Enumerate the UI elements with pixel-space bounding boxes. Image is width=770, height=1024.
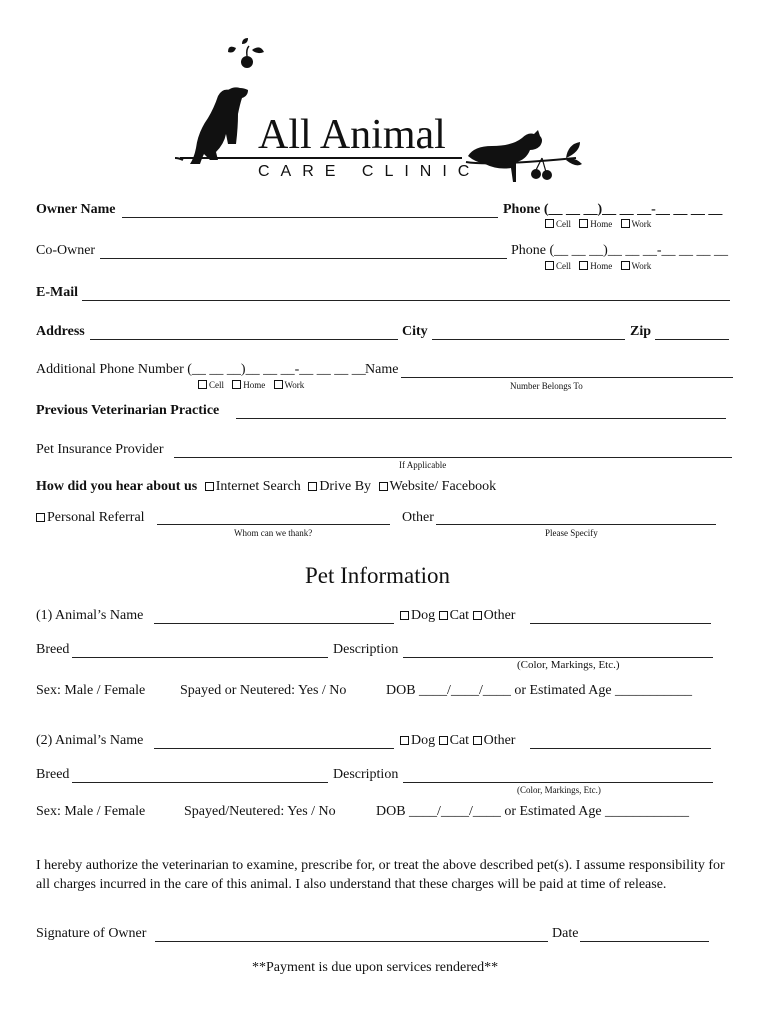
owner-name-label: Owner Name [36, 202, 116, 217]
coowner-field[interactable] [100, 258, 507, 259]
pet1-other-species-field[interactable] [530, 623, 711, 624]
insurance-field[interactable] [174, 457, 732, 458]
pet2-breed-label: Breed [36, 767, 70, 782]
personal-referral-label: Personal Referral [47, 510, 145, 525]
dog-checkbox[interactable] [400, 736, 409, 745]
cat-checkbox[interactable] [439, 736, 448, 745]
address-label: Address [36, 324, 85, 339]
zip-label: Zip [630, 324, 652, 339]
cell-checkbox[interactable] [198, 380, 207, 389]
additional-phone-name-label: Name [365, 362, 399, 377]
logo-artwork [170, 30, 590, 195]
insurance-note: If Applicable [399, 460, 447, 470]
work-label: Work [631, 261, 652, 271]
other-note: Please Specify [545, 528, 598, 538]
home-checkbox[interactable] [579, 261, 588, 270]
owner-phone-label: Phone (__ __ __)__ __ __-__ __ __ __ [503, 202, 723, 217]
payment-note: **Payment is due upon services rendered** [252, 960, 499, 975]
previous-vet-label: Previous Veterinarian Practice [36, 403, 220, 418]
referral-field[interactable] [157, 524, 390, 525]
internet-search-label: Internet Search [215, 479, 301, 494]
pet1-description-note: (Color, Markings, Etc.) [517, 659, 620, 671]
name-note: Number Belongs To [510, 381, 583, 391]
drive-by-label: Drive By [319, 479, 372, 494]
additional-phone-name-field[interactable] [401, 377, 733, 378]
other-field[interactable] [436, 524, 716, 525]
pet1-spayed[interactable]: Spayed or Neutered: Yes / No [180, 683, 347, 698]
cell-checkbox[interactable] [545, 261, 554, 270]
previous-vet-field[interactable] [236, 418, 726, 419]
clinic-logo [170, 30, 590, 195]
pet1-name-field[interactable] [154, 623, 394, 624]
dog-label: Dog [411, 733, 436, 748]
dog-label: Dog [411, 608, 436, 623]
other-species-label: Other [483, 733, 516, 748]
referral-note: Whom can we thank? [234, 528, 313, 538]
drive-by-checkbox[interactable] [308, 482, 317, 491]
additional-phone-label: Additional Phone Number (__ __ __)__ __ __-__ __ __ __ [36, 362, 366, 377]
date-label: Date [552, 926, 579, 941]
cell-label: Cell [556, 219, 571, 229]
owner-name-field[interactable] [122, 217, 498, 218]
home-label: Home [590, 261, 613, 271]
other-label: Other [402, 510, 434, 525]
pet2-name-label: (2) Animal’s Name [36, 733, 144, 748]
email-label: E-Mail [36, 285, 78, 300]
city-label: City [402, 324, 428, 339]
pet1-breed-field[interactable] [72, 657, 328, 658]
pet1-sex[interactable]: Sex: Male / Female [36, 683, 146, 698]
authorization-paragraph: I hereby authorize the veterinarian to examine, prescribe for, or treat the above described pet(s). I assume responsibility for all charges incurred in the care of this animal. I also understand that these charges will be paid at time of release. [36, 858, 725, 892]
referral-row [36, 510, 145, 526]
address-field[interactable] [90, 339, 398, 340]
work-label: Work [631, 219, 652, 229]
pet1-dob[interactable]: DOB ____/____/____ or Estimated Age ___________ [386, 683, 693, 698]
pet2-spayed[interactable]: Spayed/Neutered: Yes / No [184, 804, 336, 819]
pet2-name-field[interactable] [154, 748, 394, 749]
pet1-description-field[interactable] [403, 657, 713, 658]
signature-label: Signature of Owner [36, 926, 147, 941]
home-label: Home [590, 219, 613, 229]
work-checkbox[interactable] [274, 380, 283, 389]
apple-icon [228, 38, 264, 68]
pet2-description-note: (Color, Markings, Etc.) [517, 785, 601, 795]
pet-information-heading: Pet Information [305, 563, 450, 588]
additional-phone-type [198, 380, 310, 390]
home-checkbox[interactable] [232, 380, 241, 389]
hear-about-row [36, 479, 496, 495]
pet1-description-label: Description [333, 642, 399, 657]
owner-phone-type [545, 219, 657, 229]
svg-text:All Animal: All Animal [258, 112, 446, 158]
dog-icon [190, 87, 248, 164]
website-facebook-checkbox[interactable] [379, 482, 388, 491]
cat-checkbox[interactable] [439, 611, 448, 620]
dog-checkbox[interactable] [400, 611, 409, 620]
other-species-checkbox[interactable] [473, 611, 482, 620]
coowner-label: Co-Owner [36, 243, 96, 258]
coowner-phone-type [545, 261, 657, 271]
zip-field[interactable] [655, 339, 729, 340]
hear-label: How did you hear about us [36, 479, 198, 494]
city-field[interactable] [432, 339, 625, 340]
pet1-breed-label: Breed [36, 642, 70, 657]
website-facebook-label: Website/ Facebook [389, 479, 497, 494]
cell-checkbox[interactable] [545, 219, 554, 228]
home-label: Home [243, 380, 266, 390]
pet1-name-label: (1) Animal’s Name [36, 608, 144, 623]
svg-text:CARE CLINIC: CARE CLINIC [258, 163, 481, 180]
internet-search-checkbox[interactable] [205, 482, 214, 491]
home-checkbox[interactable] [579, 219, 588, 228]
cat-label: Cat [449, 733, 470, 748]
date-field[interactable] [580, 941, 709, 942]
cell-label: Cell [209, 380, 224, 390]
pet2-sex[interactable]: Sex: Male / Female [36, 804, 146, 819]
cat-label: Cat [449, 608, 470, 623]
pet1-species [400, 608, 515, 624]
other-species-checkbox[interactable] [473, 736, 482, 745]
other-species-label: Other [483, 608, 516, 623]
pet2-description-label: Description [333, 767, 399, 782]
cell-label: Cell [556, 261, 571, 271]
coowner-phone-label: Phone (__ __ __)__ __ __-__ __ __ __ [511, 243, 728, 258]
insurance-label: Pet Insurance Provider [36, 442, 164, 457]
signature-field[interactable] [155, 941, 548, 942]
pet2-description-field[interactable] [403, 782, 713, 783]
work-label: Work [284, 380, 305, 390]
email-field[interactable] [82, 300, 730, 301]
pet2-breed-field[interactable] [72, 782, 328, 783]
pet2-other-species-field[interactable] [530, 748, 711, 749]
work-checkbox[interactable] [621, 219, 630, 228]
pet2-species [400, 733, 515, 749]
work-checkbox[interactable] [621, 261, 630, 270]
pet2-dob[interactable]: DOB ____/____/____ or Estimated Age ____________ [376, 804, 690, 819]
personal-referral-checkbox[interactable] [36, 513, 45, 522]
